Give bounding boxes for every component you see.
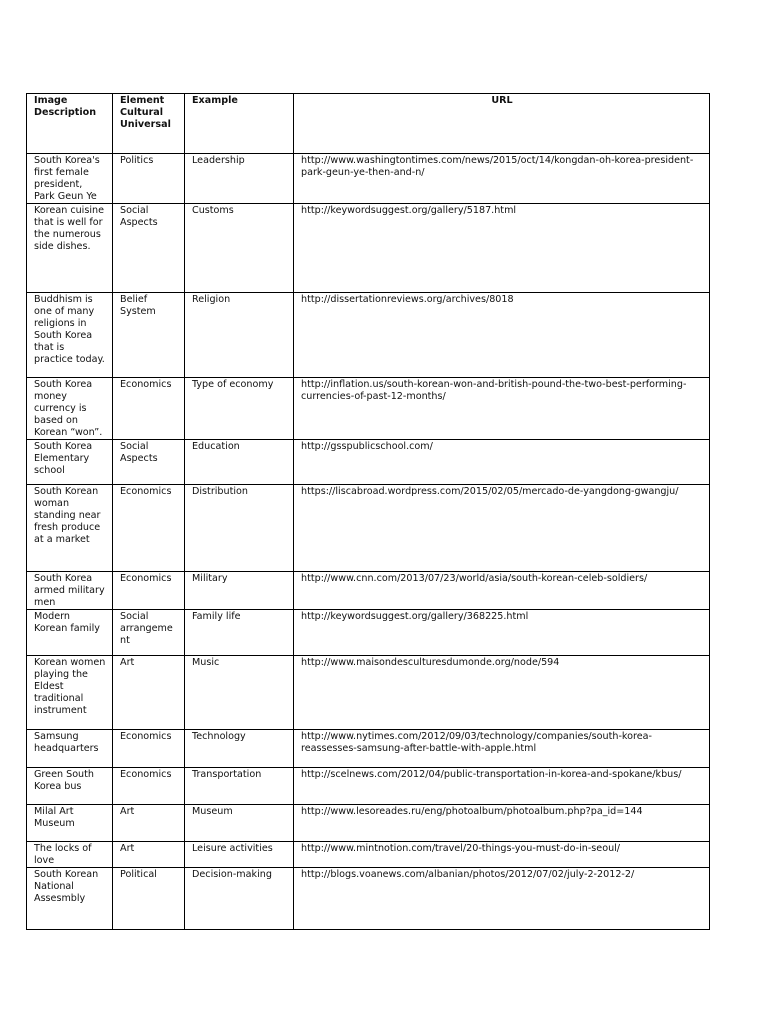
description-cell: South Korean National Assesmbly xyxy=(27,868,113,930)
url-cell: http://blogs.voanews.com/albanian/photos/2012/07/02/july-2-2012-2/ xyxy=(294,868,710,930)
element-cell: Economics xyxy=(113,378,185,440)
description-cell: Modern Korean family xyxy=(27,610,113,656)
description-cell: The locks of love xyxy=(27,842,113,868)
table-row xyxy=(27,485,710,572)
description-cell: South Korea armed military men xyxy=(27,572,113,610)
element-cell: Political xyxy=(113,868,185,930)
description-cell: Milal Art Museum xyxy=(27,805,113,842)
example-cell: Technology xyxy=(185,730,294,768)
table-row xyxy=(27,656,710,730)
example-cell: Decision-making xyxy=(185,868,294,930)
url-cell: http://www.washingtontimes.com/news/2015/oct/14/kongdan-oh-korea-president-park-geun-ye-then-and-n/ xyxy=(294,154,710,204)
description-cell: South Korea's first female president, Park Geun Ye xyxy=(27,154,113,204)
url-cell: http://keywordsuggest.org/gallery/368225.html xyxy=(294,610,710,656)
element-cell: Belief System xyxy=(113,293,185,378)
url-cell: http://dissertationreviews.org/archives/8018 xyxy=(294,293,710,378)
table-row xyxy=(27,154,710,204)
description-cell: Korean cuisine that is well for the numerous side dishes. xyxy=(27,204,113,293)
element-cell: Art xyxy=(113,842,185,868)
element-cell: Art xyxy=(113,805,185,842)
example-cell: Customs xyxy=(185,204,294,293)
description-cell: South Korean woman standing near fresh produce at a market xyxy=(27,485,113,572)
url-cell: http://inflation.us/south-korean-won-and-british-pound-the-two-best-performing-currencies-of-past-12-months/ xyxy=(294,378,710,440)
table-row xyxy=(27,440,710,485)
table-row xyxy=(27,610,710,656)
example-cell: Leadership xyxy=(185,154,294,204)
culture-table xyxy=(26,93,710,930)
element-cell: Politics xyxy=(113,154,185,204)
table-row xyxy=(27,868,710,930)
header-example: Example xyxy=(185,94,294,154)
element-cell: Social arrangement xyxy=(113,610,185,656)
url-cell: http://www.nytimes.com/2012/09/03/technology/companies/south-korea-reassesses-samsung-after-battle-with-apple.html xyxy=(294,730,710,768)
description-cell: Green South Korea bus xyxy=(27,768,113,805)
example-cell: Education xyxy=(185,440,294,485)
table-row xyxy=(27,768,710,805)
example-cell: Museum xyxy=(185,805,294,842)
url-cell: http://www.lesoreades.ru/eng/photoalbum/photoalbum.php?pa_id=144 xyxy=(294,805,710,842)
example-cell: Type of economy xyxy=(185,378,294,440)
example-cell: Music xyxy=(185,656,294,730)
example-cell: Family life xyxy=(185,610,294,656)
table-row xyxy=(27,730,710,768)
description-cell: Samsung headquarters xyxy=(27,730,113,768)
header-element: Element Cultural Universal xyxy=(113,94,185,154)
description-cell: South Korea money currency is based on Korean “won”. xyxy=(27,378,113,440)
url-cell: http://keywordsuggest.org/gallery/5187.html xyxy=(294,204,710,293)
element-cell: Art xyxy=(113,656,185,730)
description-cell: Korean women playing the Eldest traditional instrument xyxy=(27,656,113,730)
example-cell: Leisure activities xyxy=(185,842,294,868)
element-cell: Economics xyxy=(113,768,185,805)
url-cell: https://liscabroad.wordpress.com/2015/02/05/mercado-de-yangdong-gwangju/ xyxy=(294,485,710,572)
element-cell: Economics xyxy=(113,485,185,572)
example-cell: Military xyxy=(185,572,294,610)
url-cell: http://www.mintnotion.com/travel/20-things-you-must-do-in-seoul/ xyxy=(294,842,710,868)
table-row xyxy=(27,293,710,378)
header-row xyxy=(27,94,710,154)
url-cell: http://gsspublicschool.com/ xyxy=(294,440,710,485)
element-cell: Economics xyxy=(113,572,185,610)
element-cell: Social Aspects xyxy=(113,440,185,485)
table-row xyxy=(27,805,710,842)
table-row xyxy=(27,378,710,440)
example-cell: Distribution xyxy=(185,485,294,572)
example-cell: Transportation xyxy=(185,768,294,805)
url-cell: http://www.cnn.com/2013/07/23/world/asia/south-korean-celeb-soldiers/ xyxy=(294,572,710,610)
element-cell: Social Aspects xyxy=(113,204,185,293)
url-cell: http://www.maisondesculturesdumonde.org/node/594 xyxy=(294,656,710,730)
table-row xyxy=(27,572,710,610)
header-url: URL xyxy=(294,94,710,154)
example-cell: Religion xyxy=(185,293,294,378)
url-cell: http://scelnews.com/2012/04/public-transportation-in-korea-and-spokane/kbus/ xyxy=(294,768,710,805)
description-cell: Buddhism is one of many religions in South Korea that is practice today. xyxy=(27,293,113,378)
description-cell: South Korea Elementary school xyxy=(27,440,113,485)
element-cell: Economics xyxy=(113,730,185,768)
header-image-description: Image Description xyxy=(27,94,113,154)
table-row xyxy=(27,204,710,293)
table-row xyxy=(27,842,710,868)
